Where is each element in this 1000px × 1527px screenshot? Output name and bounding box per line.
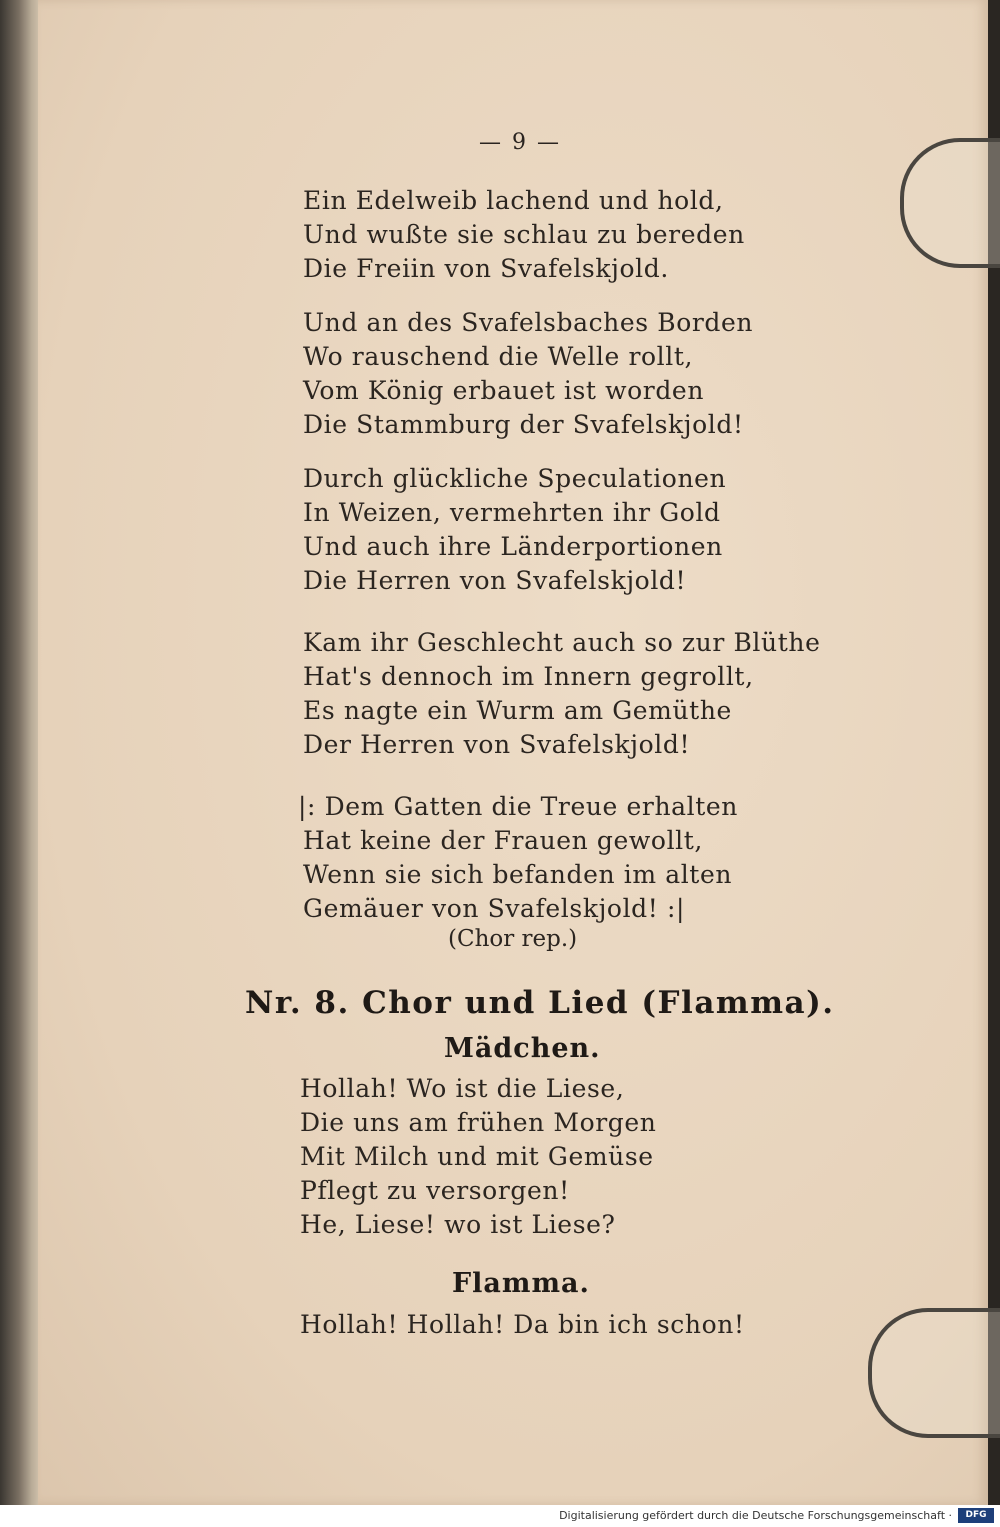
lyric-line: Mit Milch und mit Gemüse bbox=[300, 1142, 654, 1171]
page-number: — 9 — bbox=[479, 130, 561, 155]
verse-line: Wo rauschend die Welle rollt, bbox=[303, 342, 694, 371]
speaker-maedchen: Mädchen. bbox=[444, 1033, 601, 1064]
verse-line: Und auch ihre Länderportionen bbox=[303, 532, 723, 561]
verse-line: Vom König erbauet ist worden bbox=[303, 376, 705, 405]
lyric-line: Pflegt zu versorgen! bbox=[300, 1176, 570, 1205]
lyric-line: He, Liese! wo ist Liese? bbox=[300, 1210, 616, 1239]
lyric-line: Hollah! Hollah! Da bin ich schon! bbox=[300, 1310, 745, 1339]
verse-line: Durch glückliche Speculationen bbox=[303, 464, 727, 493]
verse-line: Wenn sie sich befanden im alten bbox=[303, 860, 733, 889]
book-binding bbox=[0, 0, 42, 1527]
verse-line: Die Freiin von Svafelskjold. bbox=[303, 254, 669, 283]
section-heading: Nr. 8. Chor und Lied (Flamma). bbox=[245, 985, 835, 1021]
verse-line: Ein Edelweib lachend und hold, bbox=[303, 186, 724, 215]
verse-line: Die Stammburg der Svafelskjold! bbox=[303, 410, 744, 439]
verse-line: In Weizen, vermehrten ihr Gold bbox=[303, 498, 721, 527]
verse-line: Der Herren von Svafelskjold! bbox=[303, 730, 691, 759]
page-clip-bottom bbox=[868, 1308, 1000, 1438]
verse-line: Und wußte sie schlau zu bereden bbox=[303, 220, 745, 249]
lyric-line: Hollah! Wo ist die Liese, bbox=[300, 1074, 625, 1103]
repeat-note: (Chor rep.) bbox=[448, 926, 578, 952]
verse-line: Gemäuer von Svafelskjold! :| bbox=[303, 894, 686, 923]
page-clip-top bbox=[900, 138, 1000, 268]
verse-line: Und an des Svafelsbaches Borden bbox=[303, 308, 754, 337]
verse-line: Kam ihr Geschlecht auch so zur Blüthe bbox=[303, 628, 821, 657]
verse-line: Die Herren von Svafelskjold! bbox=[303, 566, 687, 595]
footer-credit: Digitalisierung gefördert durch die Deutsche Forschungsgemeinschaft · bbox=[559, 1509, 952, 1522]
verse-line: |: Dem Gatten die Treue erhalten bbox=[298, 792, 738, 821]
dfg-logo: DFG bbox=[958, 1508, 994, 1523]
verse-line: Es nagte ein Wurm am Gemüthe bbox=[303, 696, 732, 725]
lyric-line: Die uns am frühen Morgen bbox=[300, 1108, 657, 1137]
verse-line: Hat's dennoch im Innern gegrollt, bbox=[303, 662, 754, 691]
speaker-flamma: Flamma. bbox=[452, 1268, 590, 1299]
verse-line: Hat keine der Frauen gewollt, bbox=[303, 826, 703, 855]
